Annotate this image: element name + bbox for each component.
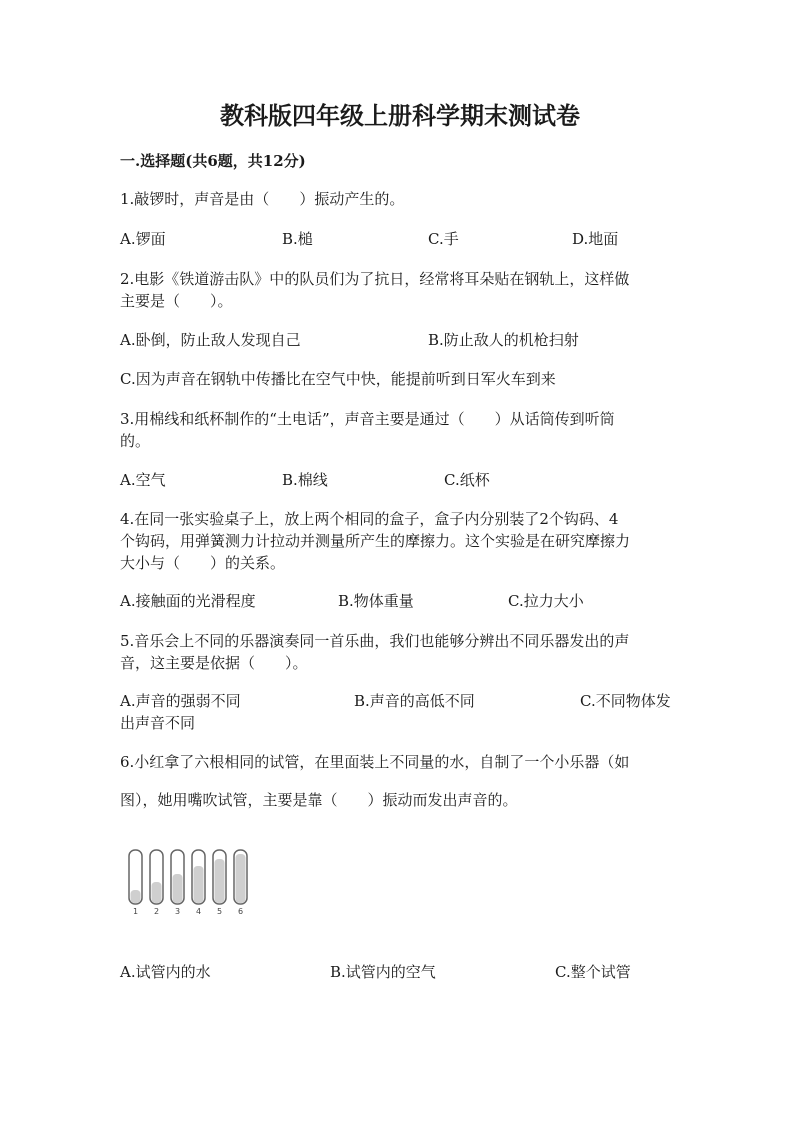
tube-label-2: 2 xyxy=(153,907,160,916)
section-heading: 一.选择题(共6题，共12分) xyxy=(120,152,306,170)
q6-option-c: C.整个试管 xyxy=(555,963,631,981)
q5-option-c-line1: C.不同物体发 xyxy=(580,692,671,710)
question-4-stem-line1: 4.在同一张实验桌子上，放上两个相同的盒子，盒子内分别装了2个钩码、4 xyxy=(120,510,619,528)
tube-2 xyxy=(150,850,163,904)
tube-label-6: 6 xyxy=(237,907,244,916)
q2-option-c: C.因为声音在钢轨中传播比在空气中快，能提前听到日军火车到来 xyxy=(120,370,556,388)
question-3-stem-line2: 的。 xyxy=(120,432,151,450)
question-5-stem-line1: 5.音乐会上不同的乐器演奏同一首乐曲，我们也能够分辨出不同乐器发出的声 xyxy=(120,632,630,650)
q5-option-c-line2: 出声音不同 xyxy=(120,714,196,732)
q2-option-b: B.防止敌人的机枪扫射 xyxy=(428,331,579,349)
q6-option-b: B.试管内的空气 xyxy=(330,963,436,981)
q5-option-b: B.声音的高低不同 xyxy=(354,692,475,710)
q1-option-c: C.手 xyxy=(428,230,459,248)
test-tubes-figure xyxy=(126,844,260,916)
q2-option-a: A.卧倒，防止敌人发现自己 xyxy=(120,331,301,349)
q4-option-a: A.接触面的光滑程度 xyxy=(120,592,256,610)
tube-label-5: 5 xyxy=(216,907,223,916)
q1-option-b: B.槌 xyxy=(282,230,313,248)
tube-3 xyxy=(171,850,184,904)
tube-4 xyxy=(192,850,205,904)
q3-option-c: C.纸杯 xyxy=(444,471,490,489)
q1-option-a: A.锣面 xyxy=(120,230,166,248)
q4-option-b: B.物体重量 xyxy=(338,592,414,610)
q1-option-d: D.地面 xyxy=(572,230,619,248)
question-6-stem-line2: 图），她用嘴吹试管，主要是靠（ ）振动而发出声音的。 xyxy=(120,791,518,809)
question-4-stem-line3: 大小与（ ）的关系。 xyxy=(120,554,286,572)
tube-6 xyxy=(234,850,247,904)
question-6-stem-line1: 6.小红拿了六根相同的试管，在里面装上不同量的水，自制了一个小乐器（如 xyxy=(120,753,630,771)
q5-option-a: A.声音的强弱不同 xyxy=(120,692,241,710)
tube-label-4: 4 xyxy=(195,907,202,916)
q4-option-c: C.拉力大小 xyxy=(508,592,584,610)
question-3-stem-line1: 3.用棉线和纸杯制作的“土电话”，声音主要是通过（ ）从话筒传到听筒 xyxy=(120,410,615,428)
tube-label-3: 3 xyxy=(174,907,181,916)
page-title: 教科版四年级上册科学期末测试卷 xyxy=(220,101,580,130)
q3-option-b: B.棉线 xyxy=(282,471,328,489)
tube-label-1: 1 xyxy=(132,907,139,916)
q3-option-a: A.空气 xyxy=(120,471,166,489)
tube-5 xyxy=(213,850,226,904)
question-1-stem: 1.敲锣时，声音是由（ ）振动产生的。 xyxy=(120,190,405,208)
q6-option-a: A.试管内的水 xyxy=(120,963,211,981)
question-2-stem-line1: 2.电影《铁道游击队》中的队员们为了抗日，经常将耳朵贴在钢轨上，这样做 xyxy=(120,270,630,288)
tube-1 xyxy=(129,850,142,904)
question-2-stem-line2: 主要是（ ）。 xyxy=(120,292,233,310)
question-5-stem-line2: 音，这主要是依据（ ）。 xyxy=(120,654,308,672)
question-4-stem-line2: 个钩码，用弹簧测力计拉动并测量所产生的摩擦力。这个实验是在研究摩擦力 xyxy=(120,532,631,550)
